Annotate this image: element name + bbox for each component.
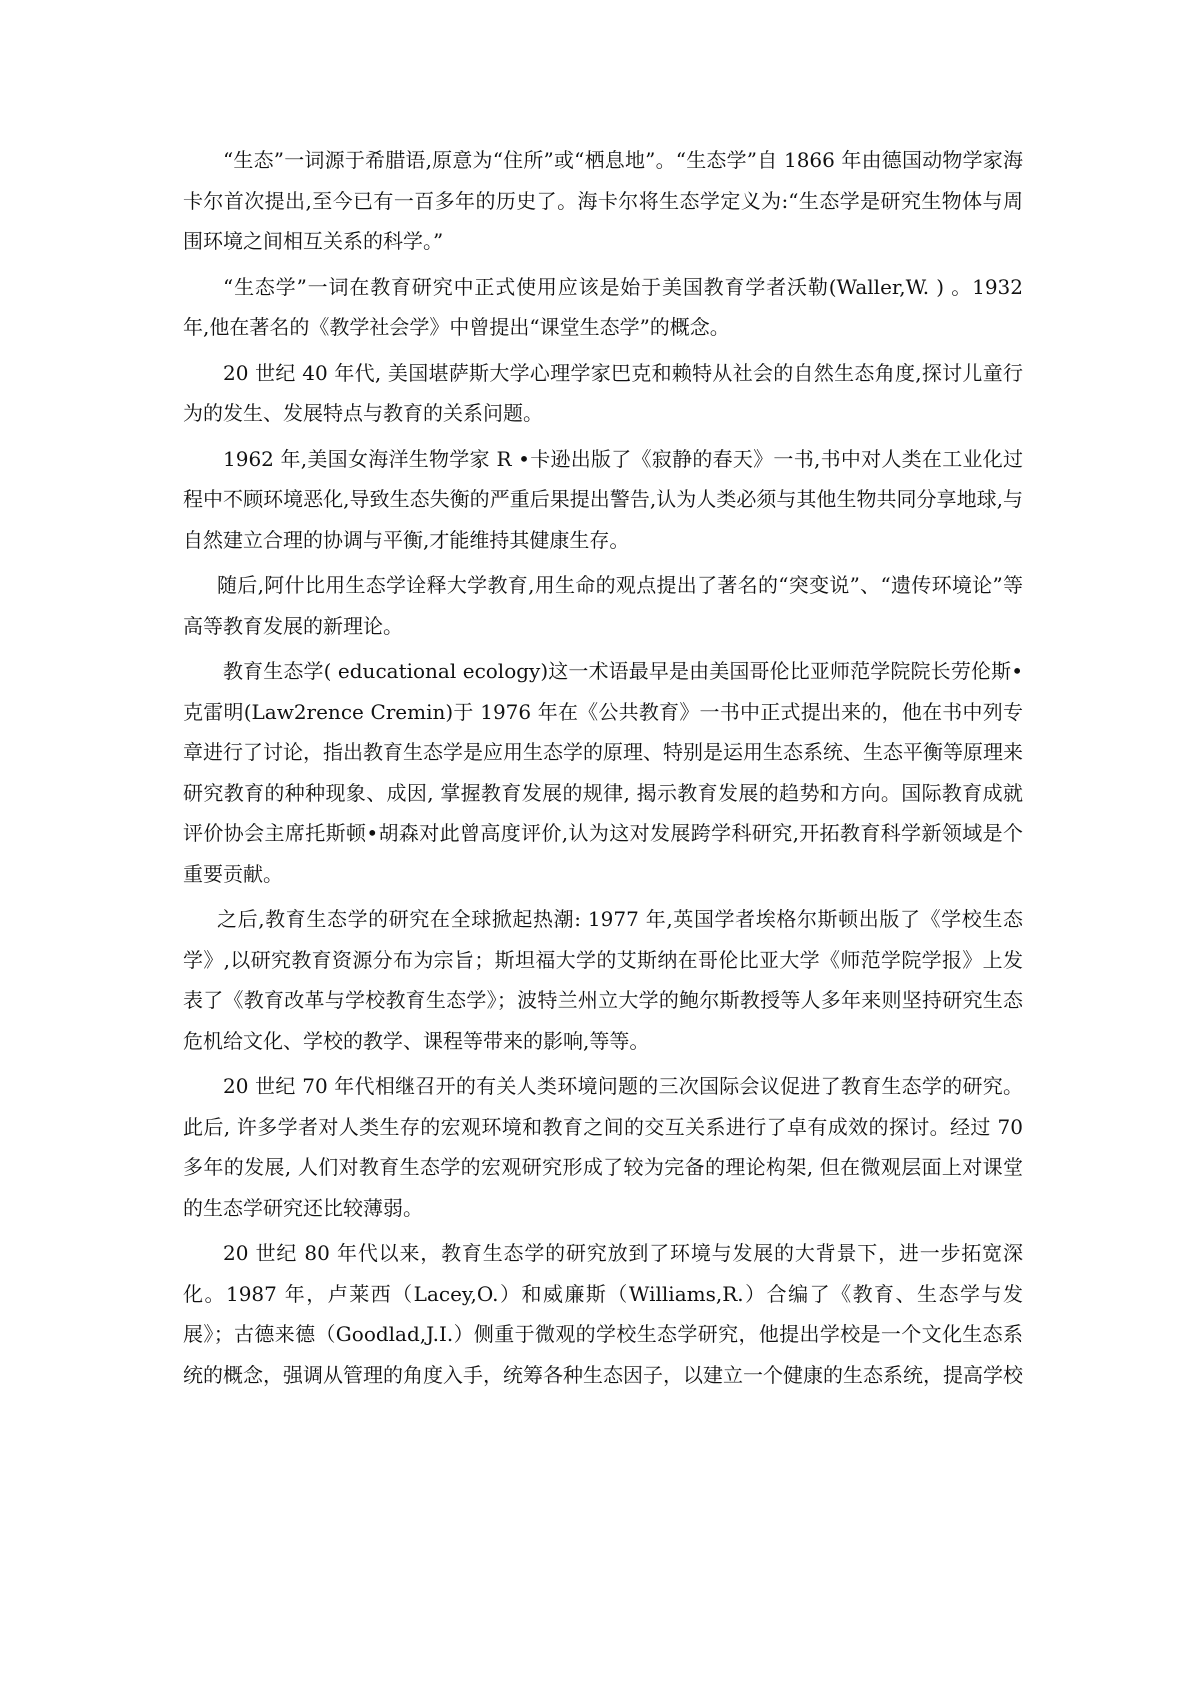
paragraph-global-research: 之后,教育生态学的研究在全球掀起热潮: 1977 年,英国学者埃格尔斯顿出版了《学校生态学》,以研究教育资源分布为宗旨；斯坦福大学的艾斯纳在哥伦比亚大学《师范学院学报》上发表了《教育改革与学校教育生态学》；波特兰州立大学的鲍尔斯教授等人多年来则坚持研究生态危机给文化、学校的教学、课程等带来的影响,等等。: [183, 907, 1023, 1053]
paragraph-ecology-origin: “生态”一词源于希腊语,原意为“住所”或“栖息地”。“生态学”自 1866 年由德国动物学家海卡尔首次提出,至今已有一百多年的历史了。海卡尔将生态学定义为:“生态学是研究生物体与周围环境之间相互关系的科学。”: [183, 148, 1023, 253]
paragraph-1980s: 20 世纪 80 年代以来，教育生态学的研究放到了环境与发展的大背景下，进一步拓宽深化。1987 年，卢莱西（Lacey,O.）和威廉斯（Williams,R.）合编了《教育、生态学与发展》；古德来德（Goodlad,J.I.）侧重于微观的学校生态学研究，他提出学校是一个文化生态系统的概念，强调从管理的角度入手，统筹各种生态因子，以建立一个健康的生态系统，提高学校: [183, 1241, 1023, 1387]
paragraph-waller: “生态学”一词在教育研究中正式使用应该是始于美国教育学者沃勒(Waller,W. ) 。1932 年,他在著名的《教学社会学》中曾提出“课堂生态学”的概念。: [183, 274, 1023, 339]
document-page: [183, 140, 1023, 1400]
paragraph-1940s: 20 世纪 40 年代, 美国堪萨斯大学心理学家巴克和赖特从社会的自然生态角度,探讨儿童行为的发生、发展特点与教育的关系问题。: [183, 360, 1023, 425]
paragraph-cremin: 教育生态学( educational ecology)这一术语最早是由美国哥伦比亚师范学院院长劳伦斯•克雷明(Law2rence Cremin)于 1976 年在《公共教育》一书中正式提出来的，他在书中列专章进行了讨论，指出教育生态学是应用生态学的原理、特别是运用生态系统、生态平衡等原理来研究教育的种种现象、成因, 掌握教育发展的规律, 揭示教育发展的趋势和方向。国际教育成就评价协会主席托斯顿•胡森对此曾高度评价,认为这对发展跨学科研究,开拓教育科学新领域是个重要贡献。: [183, 659, 1023, 886]
paragraph-ashby: 随后,阿什比用生态学诠释大学教育,用生命的观点提出了著名的“突变说”、“遗传环境论”等高等教育发展的新理论。: [183, 573, 1023, 638]
paragraph-1970s: 20 世纪 70 年代相继召开的有关人类环境问题的三次国际会议促进了教育生态学的研究。此后, 许多学者对人类生存的宏观环境和教育之间的交互关系进行了卓有成效的探讨。经过 70 多年的发展, 人们对教育生态学的宏观研究形成了较为完备的理论构架, 但在微观层面上对课堂的生态学研究还比较薄弱。: [183, 1074, 1023, 1220]
paragraph-carson: 1962 年,美国女海洋生物学家 R •卡逊出版了《寂静的春天》一书,书中对人类在工业化过程中不顾环境恶化,导致生态失衡的严重后果提出警告,认为人类必须与其他生物共同分享地球,与自然建立合理的协调与平衡,才能维持其健康生存。: [183, 446, 1023, 552]
